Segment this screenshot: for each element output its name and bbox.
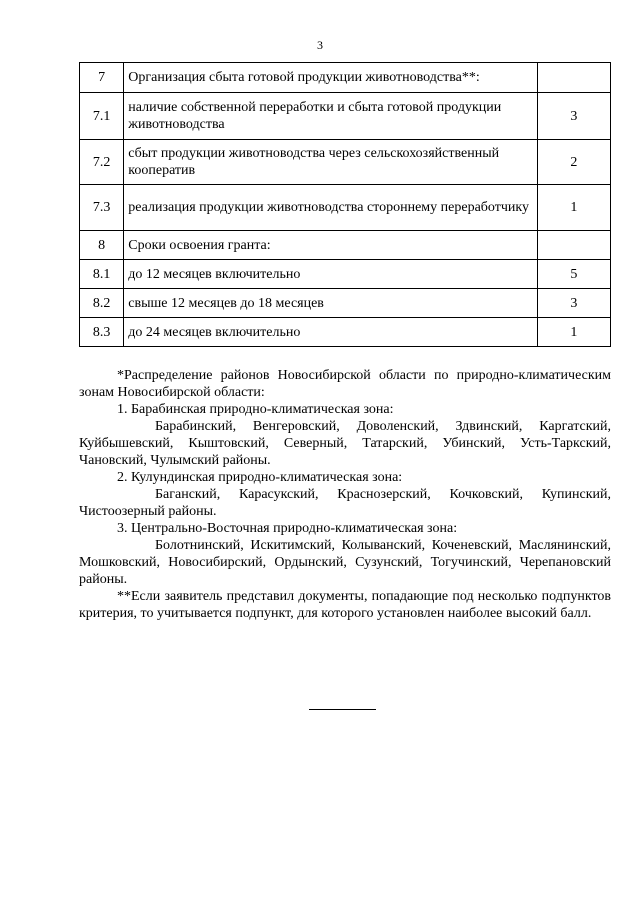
zone-districts-barabinsk: Барабинский, Венгеровский, Доволенский, Здвинский, Каргатский, Куйбышевский, Кыштовский, Северный, Татарский, Убинский, Усть-Таркский, Чановский, Чулымский районы. xyxy=(79,419,611,468)
row-number: 8.1 xyxy=(80,260,124,289)
row-score: 1 xyxy=(537,185,610,231)
row-number: 7.3 xyxy=(80,185,124,231)
criteria-table xyxy=(79,62,611,347)
scoring-footnote: **Если заявитель представил документы, попадающие под несколько подпунктов критерия, то учитывается подпункт, для которого установлен наиболее высокий балл. xyxy=(79,589,611,621)
row-number: 8.2 xyxy=(80,289,124,318)
table-row xyxy=(80,231,611,260)
zone-heading-central-east: 3. Центрально-Восточная природно-климатическая зона: xyxy=(117,521,458,536)
zone-heading-kulunda: 2. Кулундинская природно-климатическая зона: xyxy=(117,470,403,485)
table-row xyxy=(80,318,611,347)
row-number: 7.1 xyxy=(80,93,124,140)
row-criterion: Организация сбыта готовой продукции животноводства**: xyxy=(124,63,538,93)
row-score: 2 xyxy=(537,140,610,185)
row-number: 8 xyxy=(80,231,124,260)
table-row xyxy=(80,260,611,289)
row-criterion: реализация продукции животноводства стороннему переработчику xyxy=(124,185,538,231)
row-score xyxy=(537,231,610,260)
row-criterion: сбыт продукции животноводства через сельскохозяйственный кооператив xyxy=(124,140,538,185)
row-score: 1 xyxy=(537,318,610,347)
row-criterion: до 12 месяцев включительно xyxy=(124,260,538,289)
zone-districts-kulunda: Баганский, Карасукский, Краснозерский, Кочковский, Купинский, Чистоозерный районы. xyxy=(79,487,611,519)
row-number: 7.2 xyxy=(80,140,124,185)
table-row xyxy=(80,140,611,185)
row-criterion: свыше 12 месяцев до 18 месяцев xyxy=(124,289,538,318)
row-criterion: до 24 месяцев включительно xyxy=(124,318,538,347)
table-row xyxy=(80,93,611,140)
zones-intro: *Распределение районов Новосибирской области по природно-климатическим зонам Новосибирской области: xyxy=(79,368,611,400)
row-number: 8.3 xyxy=(80,318,124,347)
zone-districts-central-east: Болотнинский, Искитимский, Колыванский, Коченевский, Маслянинский, Мошковский, Новосибирский, Ордынский, Сузунский, Тогучинский, Черепановский районы. xyxy=(79,538,611,587)
row-criterion: Сроки освоения гранта: xyxy=(124,231,538,260)
footnotes xyxy=(79,367,611,622)
table-row xyxy=(80,63,611,93)
table-row xyxy=(80,185,611,231)
table-row xyxy=(80,289,611,318)
zone-heading-barabinsk: 1. Барабинская природно-климатическая зона: xyxy=(117,402,394,417)
row-score: 3 xyxy=(537,93,610,140)
row-number: 7 xyxy=(80,63,124,93)
row-score: 3 xyxy=(537,289,610,318)
row-score xyxy=(537,63,610,93)
row-criterion: наличие собственной переработки и сбыта готовой продукции животноводства xyxy=(124,93,538,140)
end-separator-line xyxy=(309,709,376,710)
page-number: 3 xyxy=(317,38,323,52)
row-score: 5 xyxy=(537,260,610,289)
